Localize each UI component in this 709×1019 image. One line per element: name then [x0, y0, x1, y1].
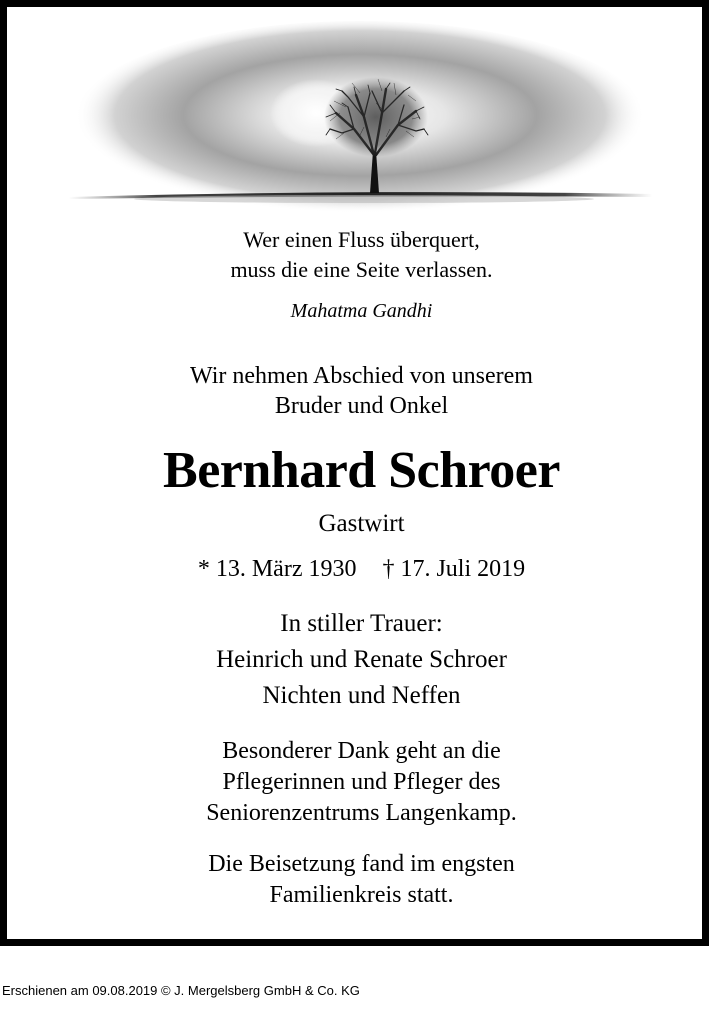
intro-line: Wir nehmen Abschied von unserem	[190, 363, 533, 389]
thanks-line: Besonderer Dank geht an die	[222, 738, 501, 764]
mourner-line: Heinrich und Renate Schroer	[216, 646, 507, 673]
life-dates	[7, 557, 709, 581]
mourner-line: Nichten und Neffen	[262, 682, 461, 709]
birth-date: * 13. März 1930	[197, 556, 357, 582]
deceased-name: Bernhard Schroer	[163, 442, 560, 499]
death-date: † 17. Juli 2019	[382, 556, 526, 582]
tree-landscape-image	[64, 21, 656, 249]
quote-line: muss die eine Seite verlassen.	[230, 257, 493, 282]
tree-icon	[64, 21, 656, 249]
thanks-line: Seniorenzentrums Langenkamp.	[206, 800, 517, 826]
funeral-line: Familienkreis statt.	[269, 882, 454, 908]
quote-author: Mahatma Gandhi	[290, 300, 433, 322]
thanks-line: Pflegerinnen und Pfleger des	[222, 769, 501, 795]
deceased-occupation: Gastwirt	[318, 510, 405, 537]
funeral-line: Die Beisetzung fand im engsten	[208, 851, 515, 877]
quote-line: Wer einen Fluss überquert,	[243, 227, 480, 252]
mourners-heading: In stiller Trauer:	[280, 610, 443, 637]
publication-footer: Erschienen am 09.08.2019 © J. Mergelsberg GmbH & Co. KG	[2, 983, 360, 998]
intro-line: Bruder und Onkel	[274, 393, 449, 419]
